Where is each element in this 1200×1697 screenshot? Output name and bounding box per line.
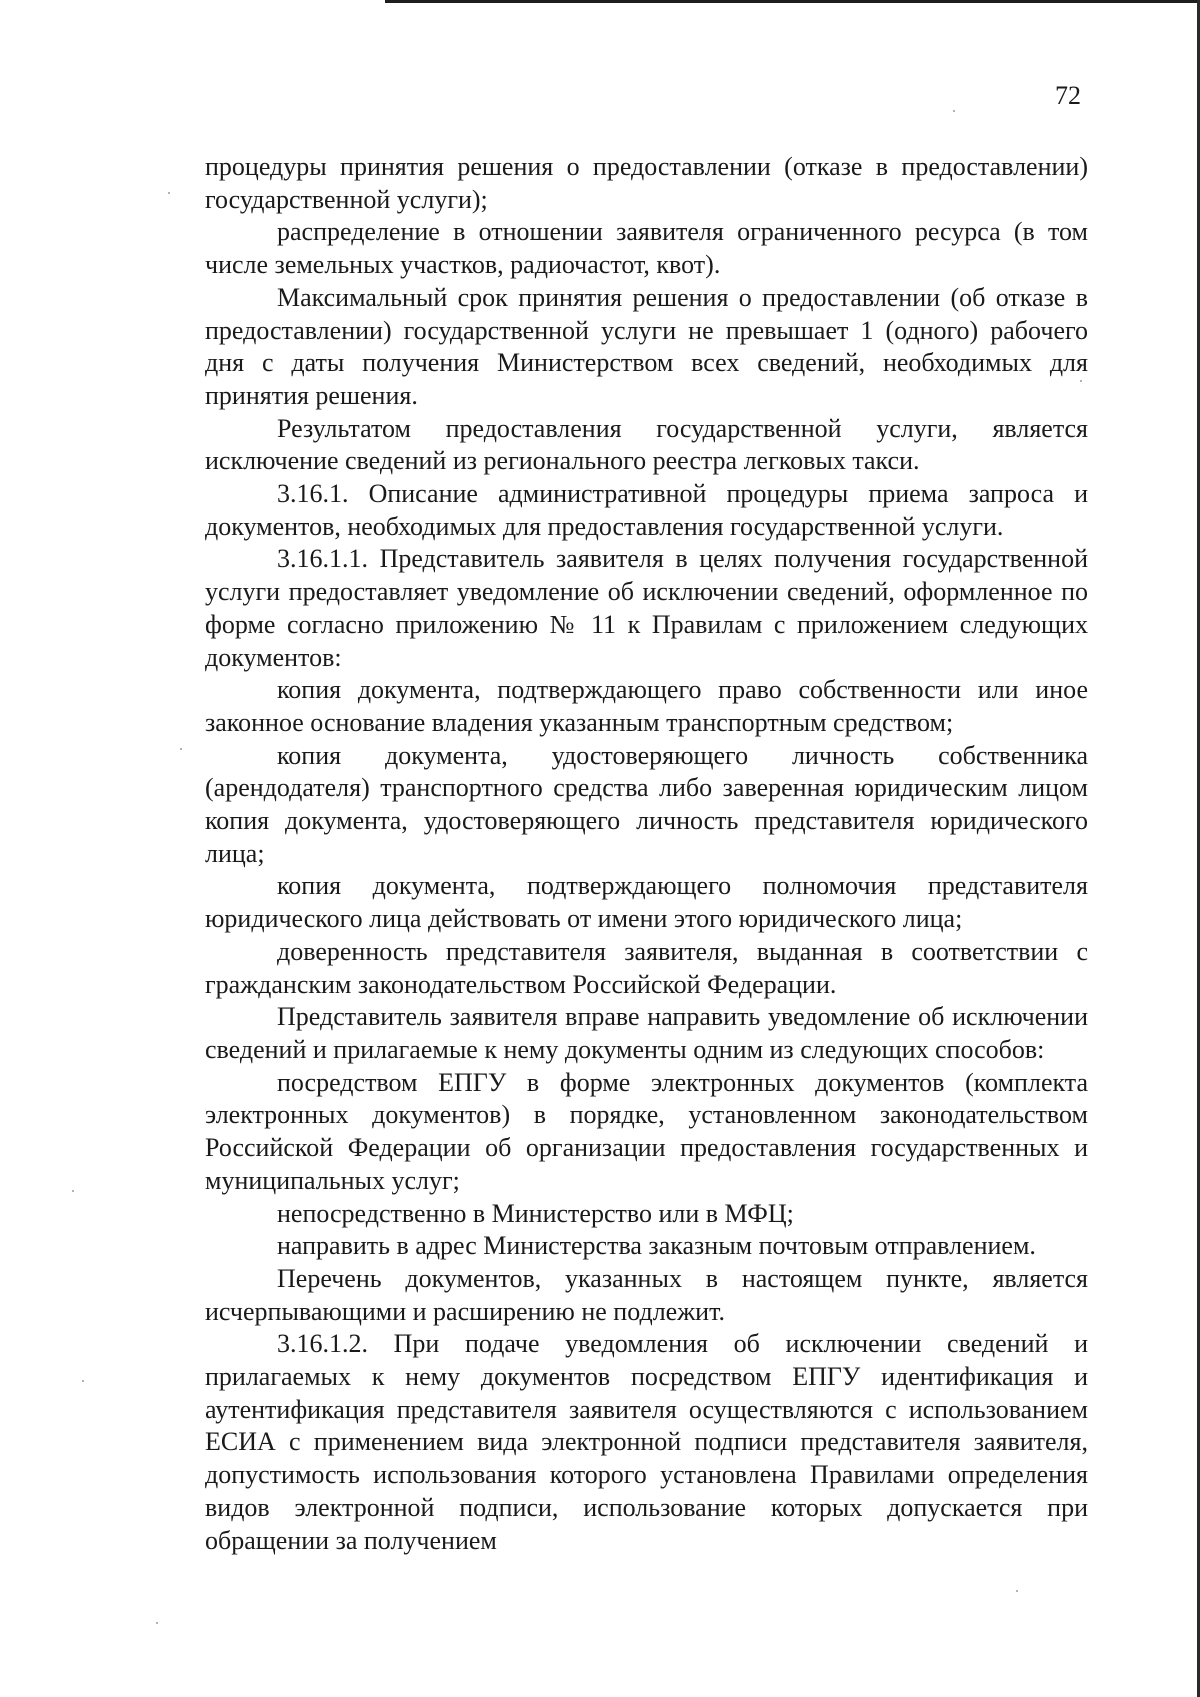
scan-speck — [156, 1622, 158, 1624]
scan-speck — [180, 748, 182, 750]
paragraph-section-3-16-1: 3.16.1. Описание административной процедуры приема запроса и документов, необходимых для предоставления государственной услуги. — [205, 479, 1088, 541]
page-number: 72 — [1055, 81, 1081, 110]
scan-speck — [72, 1190, 74, 1192]
paragraph-method-in-person: непосредственно в Министерство или в МФЦ; — [277, 1198, 794, 1228]
paragraph-ownership-document: копия документа, подтверждающего право собственности или иное законное основание владения указанным транспортным средством; — [205, 675, 1088, 737]
paragraph-submission-methods: Представитель заявителя вправе направить уведомление об исключении сведений и прилагаемые к нему документы одним из следующих способов: — [205, 1002, 1088, 1064]
paragraph-exhaustive-list: Перечень документов, указанных в настоящем пункте, является исчерпывающими и расширению не подлежит. — [205, 1263, 1088, 1326]
paragraph-resource-distribution: распределение в отношении заявителя ограниченного ресурса (в том числе земельных участков, радиочастот, квот). — [205, 217, 1088, 280]
paragraph-method-epgu: посредством ЕПГУ в форме электронных документов (комплекта электронных документов) в порядке, установленном законодательством Российской Федерации об организации предоставления государственных и муниципальных услуг; — [205, 1067, 1088, 1195]
paragraph-service-result: Результатом предоставления государственной услуги, является исключение сведений из регионального реестра легковых такси. — [205, 413, 1088, 476]
paragraph-authority-document: копия документа, подтверждающего полномочия представителя юридического лица действовать от имени этого юридического лица; — [205, 871, 1088, 934]
paragraph-section-3-16-1-2: 3.16.1.2. При подаче уведомления об исключении сведений и прилагаемых к нему документов посредством ЕПГУ идентификация и аутентификация представителя заявителя осуществляются с использованием ЕСИА с применением вида электронной подписи представителя заявителя, допустимость использования которого установлена Правилами определения видов электронной подписи, использование которых допускается при обращении за получением — [205, 1329, 1088, 1555]
scan-speck — [168, 192, 170, 194]
paragraph-method-mail: направить в адрес Министерства заказным почтовым отправлением. — [277, 1231, 1036, 1261]
paragraph-identity-document: копия документа, удостоверяющего личность собственника (арендодателя) транспортного средства либо заверенная юридическим лицом копия документа, удостоверяющего личность представителя юридического лица; — [205, 740, 1088, 868]
scan-speck — [82, 1380, 84, 1382]
paragraph-section-3-16-1-1: 3.16.1.1. Представитель заявителя в целях получения государственной услуги предоставляет уведомление об исключении сведений, оформленное по форме согласно приложению № 11 к Правилам с приложением следующих документов: — [205, 544, 1088, 672]
scan-speck — [953, 110, 955, 112]
scan-edge-top — [385, 0, 1200, 3]
scan-speck — [1080, 380, 1082, 382]
paragraph-procedure-decision: процедуры принятия решения о предоставлении (отказе в предоставлении) государственной услуги); — [205, 152, 1088, 214]
paragraph-max-decision-term: Максимальный срок принятия решения о предоставлении (об отказе в предоставлении) государственной услуги не превышает 1 (одного) рабочего дня с даты получения Министерством всех сведений, необходимых для принятия решения. — [205, 282, 1088, 410]
scan-speck — [1016, 1590, 1018, 1592]
paragraph-power-of-attorney: доверенность представителя заявителя, выданная в соответствии с гражданским законодательством Российской Федерации. — [205, 936, 1088, 999]
document-body — [205, 151, 1088, 1557]
